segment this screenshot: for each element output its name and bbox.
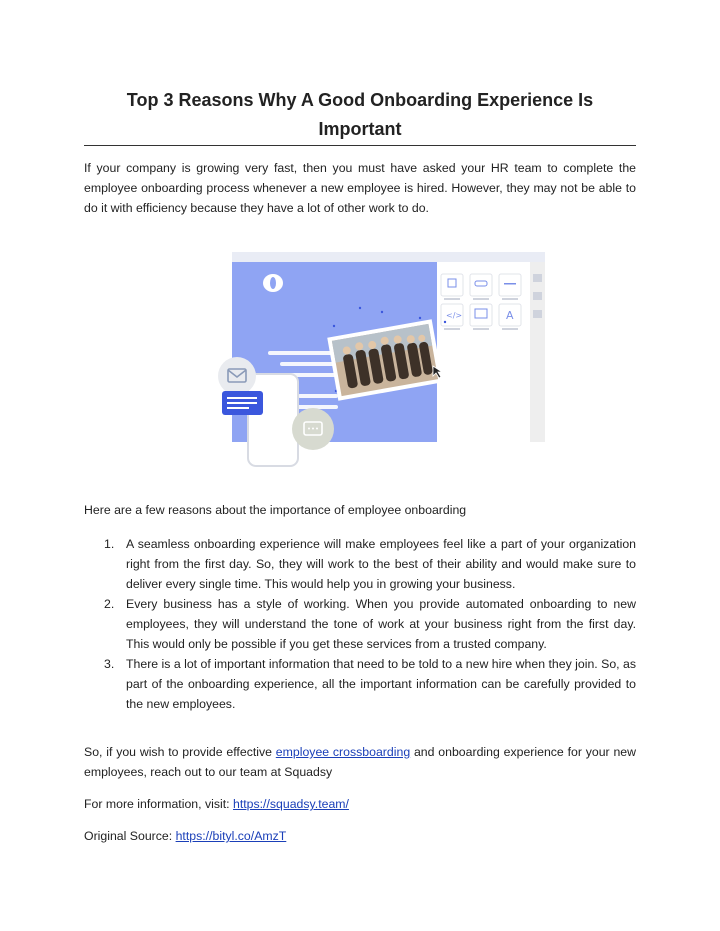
chat-icon (292, 408, 334, 450)
image-icon (470, 304, 492, 326)
squadsy-link[interactable]: https://squadsy.team/ (232, 797, 349, 811)
onboarding-illustration (210, 248, 545, 470)
more-info-label: For more information, visit: (84, 797, 230, 811)
list-number: 3. (104, 657, 115, 671)
button-icon (470, 274, 492, 296)
list-item (84, 654, 636, 714)
layout-icon (441, 274, 463, 296)
intro-paragraph: If your company is growing very fast, then you must have asked your HR team to complete the employee onboarding process whenever a new employee is hired. However, they may not be able to do it with efficiency because they have a lot of other work to do. (84, 161, 636, 215)
more-info-line (84, 794, 636, 814)
divider-icon (499, 274, 521, 296)
list-item-text: Every business has a style of working. When you provide automated onboarding to new employees, they will understand the tone of work at your business right from the first day. This would only be possible if you get these services from a trusted company. (126, 597, 636, 651)
reasons-intro: Here are a few reasons about the importance of employee onboarding (84, 503, 467, 517)
list-number: 1. (104, 537, 115, 551)
source-link[interactable]: https://bityl.co/AmzT (175, 829, 287, 843)
list-item (84, 594, 636, 654)
list-item-text: A seamless onboarding experience will make employees feel like a part of your organization right from the first day. So, they will work to the best of their ability and would make sure to deliver every single time. This would help you in growing your business. (126, 537, 636, 591)
closing-text-after: and onboarding experience for your new employees, reach out to our team at Squadsy (84, 745, 636, 779)
svg-text:</>: </> (446, 311, 463, 320)
phone-outline (248, 374, 298, 466)
svg-text:A: A (506, 309, 514, 322)
list-number: 2. (104, 597, 115, 611)
closing-text-before: So, if you wish to provide effective (84, 745, 272, 759)
title-underline (84, 145, 636, 146)
list-item (84, 534, 636, 594)
mail-icon (218, 357, 256, 395)
crossboarding-link[interactable]: employee crossboarding (275, 745, 411, 759)
panel-logo (263, 274, 283, 292)
message-card (222, 391, 263, 415)
closing-paragraph (84, 742, 636, 782)
list-item-text: There is a lot of important information that need to be told to a new hire when they join. So, as part of the onboarding experience, all the important information can be carefully provided to the new employees. (126, 657, 636, 711)
reasons-list (84, 534, 636, 714)
page-title: Top 3 Reasons Why A Good Onboarding Experience Is Important (126, 90, 594, 139)
source-line (84, 826, 636, 846)
source-label: Original Source: (84, 829, 173, 843)
